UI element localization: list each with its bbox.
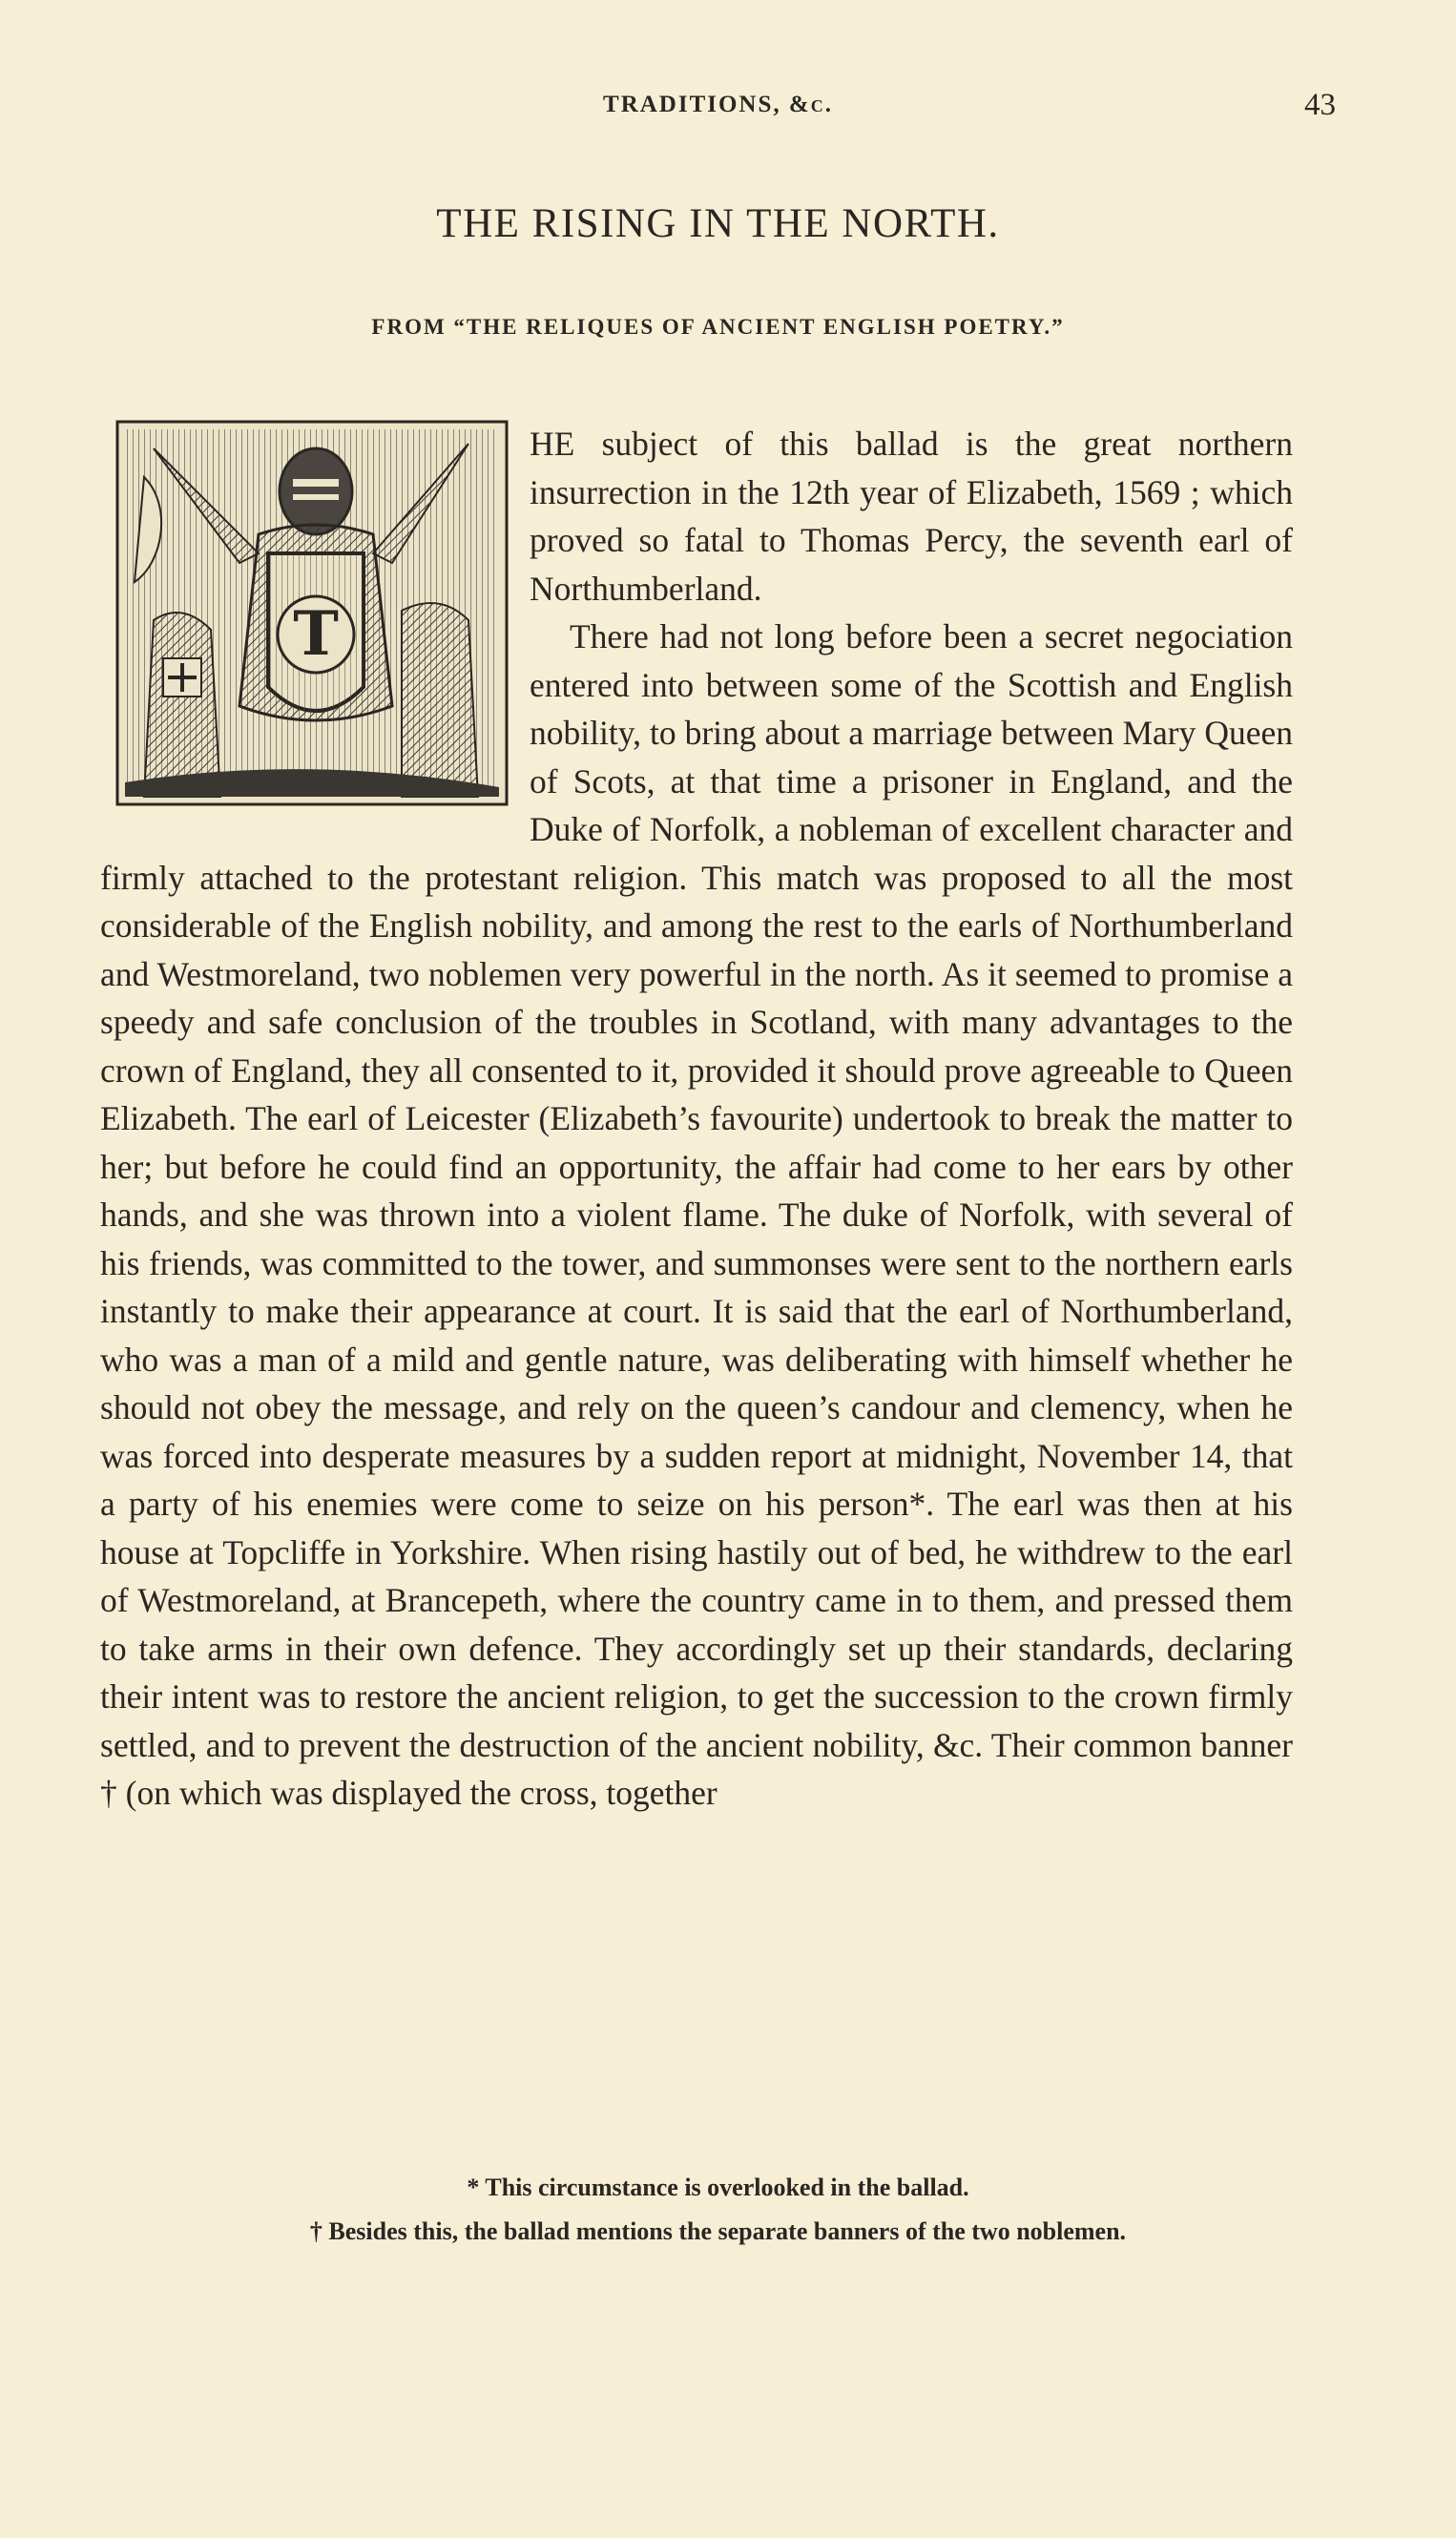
chapter-title: THE RISING IN THE NORTH. xyxy=(436,201,1000,246)
running-head xyxy=(100,88,1336,130)
armored-knight-initial-icon xyxy=(115,420,509,806)
page-number: 43 xyxy=(1304,88,1336,122)
chapter-source: FROM “THE RELIQUES OF ANCIENT ENGLISH POETRY.” xyxy=(371,315,1065,339)
drop-cap-woodcut xyxy=(115,420,509,806)
drop-cap-letter: T xyxy=(293,598,339,670)
running-title: TRADITIONS, &c. xyxy=(603,92,833,117)
paragraph-2: There had not long before been a secret negociation entered into between some of the Scottish and English nobility, to bring about a marriage between Mary Queen of Scots, at that time a prisoner in England, and the Duke of Norfolk, a nobleman of excellent character and firmly attached to the protestant religion. This match was proposed to all the most considerable of the English nobility, and among the rest to the earls of Northumberland and Westmoreland, two noblemen very powerful in the north. As it seemed to promise a speedy and safe conclusion of the troubles in Scotland, with many advantages to the crown of England, they all consented to it, provided it should prove agreeable to Queen Elizabeth. The earl of Leicester (Elizabeth’s favourite) undertook to break the matter to her; but before he could find an opportunity, the affair had come to her ears by other hands, and she was thrown into a violent flame. The duke of Norfolk, with several of his friends, was committed to the tower, and summonses were sent to the northern earls instantly to make their appearance at court. It is said that the earl of Northumberland, who was a man of a mild and gentle nature, was deliberating with himself whether he should not obey the message, and rely on the queen’s candour and clemency, when he was forced into desperate measures by a sudden report at midnight, November 14, that a party of his enemies were come to seize on his person*. The earl was then at his house at Topcliffe in Yorkshire. When rising hastily out of bed, he withdrew to the earl of Westmoreland, at Brancepeth, where the country came in to them, and pressed them to take arms in their own defence. They accordingly set up their standards, declaring their intent was to restore the ancient religion, to get the succession to the crown firmly settled, and to prevent the destruction of the ancient nobility, &c. Their common banner † (on which was displayed the cross, together xyxy=(100,617,1293,1812)
paragraph-1: HE subject of this ballad is the great northern insurrection in the 12th year of Elizabeth, 1569 ; which proved so fatal to Thomas Percy, the seventh earl of Northumberland. xyxy=(530,425,1293,608)
footnote-asterisk: * This circumstance is overlooked in the ballad. xyxy=(467,2174,969,2201)
footnote-dagger: † Besides this, the ballad mentions the separate banners of the two noblemen. xyxy=(309,2217,1127,2245)
body-text xyxy=(100,420,1293,1818)
footnotes xyxy=(100,2166,1336,2254)
